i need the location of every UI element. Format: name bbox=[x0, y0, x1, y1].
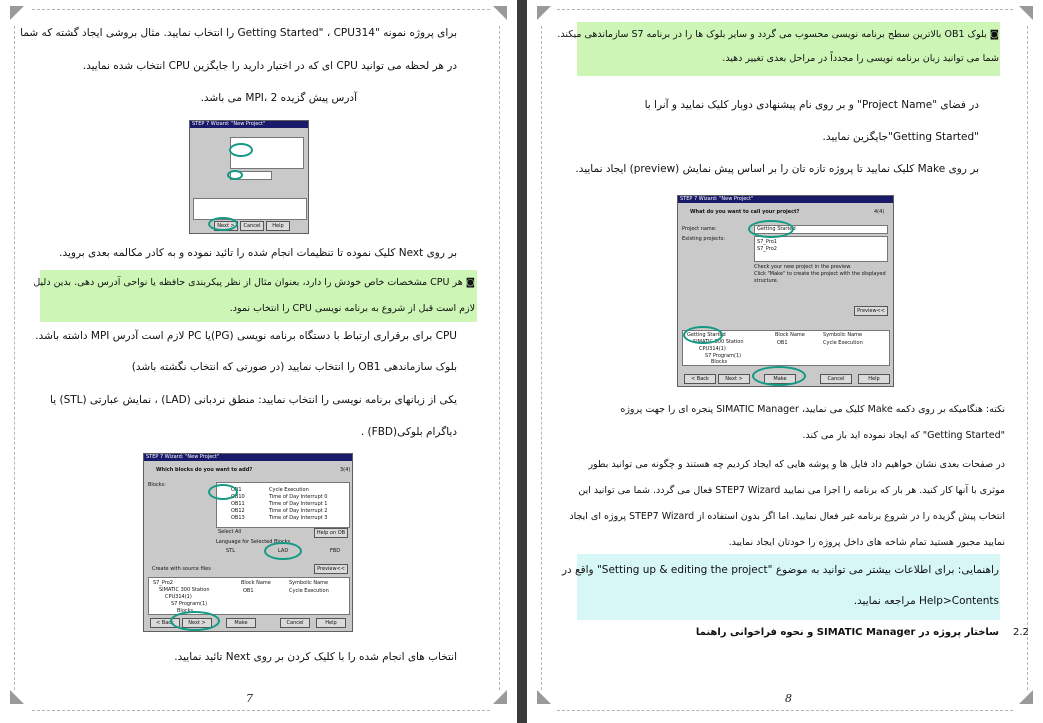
make-button[interactable]: Make bbox=[764, 374, 796, 384]
dialog-titlebar: STEP 7 Wizard: "New Project" bbox=[190, 121, 308, 128]
preview-symbolic: Cycle Execution bbox=[289, 588, 329, 594]
guide-line: راهنمایی: برای اطلاعات بیشتر می توانید به موضوع "Setting up & editing the project" واقع در bbox=[561, 564, 999, 576]
tree-item: S7_Pro2 bbox=[153, 580, 173, 586]
corner-triangle-icon bbox=[1019, 690, 1033, 704]
fbd-radio[interactable]: FBD bbox=[330, 548, 341, 554]
corner-triangle-icon bbox=[10, 690, 24, 704]
bottom-border bbox=[557, 710, 1013, 711]
column-header-symbolic: Symbolic Name bbox=[289, 580, 329, 586]
dialog-question: Which blocks do you want to add? bbox=[156, 467, 253, 473]
symbolic-row: Time of Day Interrupt 1 bbox=[269, 501, 328, 507]
tree-item: Blocks bbox=[711, 359, 728, 365]
page-number: 8 bbox=[785, 692, 792, 705]
existing-projects-list[interactable] bbox=[754, 236, 888, 262]
body-line: انتخاب های انجام شده را با کلیک کردن بر روی Next تائید نمایید. bbox=[174, 651, 457, 663]
column-header-symbolic: Symbolic Name bbox=[823, 332, 863, 338]
next-button[interactable]: Next > bbox=[718, 374, 750, 384]
body-line: بلوک سازماندهی OB1 را انتخاب نمایید (در صورتی که انتخاب نگشته باشد) bbox=[131, 361, 457, 373]
preview-pane bbox=[148, 577, 350, 615]
tree-item: SIMATIC 300 Station bbox=[693, 339, 744, 345]
project-name-dialog-screenshot bbox=[677, 195, 894, 387]
corner-triangle-icon bbox=[493, 6, 507, 20]
dialog-step: 4(4) bbox=[874, 209, 885, 215]
preview-symbolic: Cycle Execution bbox=[823, 340, 863, 346]
tree-item: S7 Program(1) bbox=[171, 601, 208, 607]
block-row: OB13 bbox=[231, 515, 245, 521]
section-number: 2.2 bbox=[1013, 627, 1029, 638]
corner-triangle-icon bbox=[1019, 6, 1033, 20]
preview-button[interactable]: Preview<< bbox=[854, 306, 888, 316]
highlight-ring bbox=[748, 220, 794, 238]
existing-projects-label: Existing projects: bbox=[682, 236, 726, 242]
body-line: در فضای "Project Name" و بر روی نام پیشنهادی دوبار کلیک نمایید و آنرا با bbox=[644, 99, 979, 111]
next-button[interactable]: Next > bbox=[182, 618, 212, 628]
body-line: در هر لحظه می توانید CPU ای که در اختیار دارید را جایگزین CPU انتخاب شده نمایید. bbox=[82, 60, 457, 72]
block-row: OB10 bbox=[231, 494, 245, 500]
top-border bbox=[32, 9, 490, 10]
dialog-step: 3(4) bbox=[340, 467, 351, 473]
existing-project: S7_Pro1 bbox=[757, 239, 777, 245]
existing-project: S7_Pro2 bbox=[757, 246, 777, 252]
note-line: لازم است قبل از شروع به برنامه نویسی CPU را انتخاب نمود. bbox=[229, 303, 475, 314]
cancel-button[interactable]: Cancel bbox=[240, 221, 264, 231]
corner-triangle-icon bbox=[493, 690, 507, 704]
preview-block: OB1 bbox=[243, 588, 254, 594]
dialog-titlebar: STEP 7 Wizard: "New Project" bbox=[144, 454, 352, 461]
top-border bbox=[557, 9, 1013, 10]
tree-item: CPU314(1) bbox=[165, 594, 192, 600]
body-line: موثری با آنها کار کنید. هر بار که برنامه را اجرا می نمایید STEP7 Wizard فعال می گردد. شما می توانید این bbox=[578, 485, 1005, 496]
tree-item: S7 Program(1) bbox=[705, 353, 742, 359]
corner-triangle-icon bbox=[537, 690, 551, 704]
check-text: Check your new project in the preview. bbox=[754, 264, 852, 270]
body-line: آدرس پیش گزیده MPI، 2 می باشد. bbox=[200, 92, 357, 104]
highlight-ring bbox=[264, 542, 302, 560]
help-button[interactable]: Help bbox=[316, 618, 346, 628]
right-border bbox=[1027, 26, 1028, 690]
dialog-question: What do you want to call your project? bbox=[690, 209, 800, 215]
left-border bbox=[14, 26, 15, 690]
note-line: ◙ بلوک OB1 بالاترین سطح برنامه نویسی محسوب می گردد و سایر بلوک ها را در برنامه S7 سازماندهی میکند. bbox=[557, 29, 999, 40]
cpu-dialog-screenshot bbox=[189, 120, 309, 234]
column-header-block: Block Name bbox=[775, 332, 805, 338]
body-line: انتخاب پیش گزیده را در شروع برنامه غیر فعال نمایید. اما اگر بدون استفاده از STEP7 Wizard پروژه ای ایجاد bbox=[569, 511, 1005, 522]
language-label: Language for Selected Blocks bbox=[216, 539, 291, 545]
corner-triangle-icon bbox=[10, 6, 24, 20]
note-line: ◙ هر CPU مشخصات خاص خودش را دارد، بعنوان مثال از نظر پیکربندی حافظه یا نواحی آدرس دهی. بدین دلیل bbox=[33, 277, 475, 288]
select-all-checkbox[interactable]: Select All bbox=[218, 529, 242, 535]
lad-radio[interactable]: LAD bbox=[278, 548, 289, 554]
back-button[interactable]: < Back bbox=[684, 374, 716, 384]
highlight-ring bbox=[208, 217, 238, 231]
back-button[interactable]: < Back bbox=[150, 618, 180, 628]
body-line: بر روی Next کلیک نموده تا تنظیمات انجام شده را تائید نموده و به کادر مکالمه بعدی بروید. bbox=[59, 247, 457, 259]
left-border bbox=[541, 26, 542, 690]
block-row: OB1 bbox=[231, 487, 242, 493]
tree-item: Blocks bbox=[177, 608, 194, 614]
page-gutter bbox=[517, 0, 527, 723]
body-line: یکی از زبانهای برنامه نویسی را انتخاب نمایید: منطق نردبانی (LAD) ، نمایش عبارتی (STL) یا bbox=[50, 394, 457, 406]
make-button[interactable]: Make bbox=[226, 618, 256, 628]
cancel-button[interactable]: Cancel bbox=[820, 374, 852, 384]
help-button[interactable]: Help bbox=[266, 221, 290, 231]
body-line: بر روی Make کلیک نمایید تا پروژه تازه تان را بر اساس پیش نمایش (preview) ایجاد نمایید. bbox=[575, 163, 979, 175]
bottom-border bbox=[32, 710, 490, 711]
project-name-label: Project name: bbox=[682, 226, 717, 232]
create-source-checkbox[interactable]: Create with source files bbox=[152, 566, 211, 572]
preview-box bbox=[193, 198, 307, 220]
body-line: دیاگرام بلوکی(FBD) . bbox=[360, 426, 457, 438]
cancel-button[interactable]: Cancel bbox=[280, 618, 310, 628]
highlight-ring bbox=[208, 484, 238, 500]
check-text: structure. bbox=[754, 278, 779, 284]
body-line: "Getting Started"جایگزین نمایید. bbox=[822, 131, 979, 143]
page-number: 7 bbox=[246, 692, 253, 705]
column-header-block: Block Name bbox=[241, 580, 271, 586]
note-line: شما می توانید زبان برنامه نویسی را مجدداً در مراحل بعدی تغییر دهید. bbox=[722, 53, 999, 64]
tree-item: CPU314(1) bbox=[699, 346, 726, 352]
stl-radio[interactable]: STL bbox=[226, 548, 236, 554]
tree-item: Getting Started bbox=[687, 332, 726, 338]
symbolic-row: Time of Day Interrupt 0 bbox=[269, 494, 328, 500]
right-border bbox=[499, 26, 500, 690]
left-page bbox=[0, 0, 517, 723]
section-title: ساختار پروژه در SIMATIC Manager و نحوه فراخوانی راهنما bbox=[695, 627, 999, 638]
help-on-ob-button[interactable]: Help on OB bbox=[314, 528, 348, 538]
block-row: OB12 bbox=[231, 508, 245, 514]
preview-button[interactable]: Preview<< bbox=[314, 564, 348, 574]
body-line: CPU برای برقراری ارتباط با دستگاه برنامه نویسی (PG)یا PC لازم است آدرس MPI داشته باشد. bbox=[35, 330, 457, 342]
body-line: در صفحات بعدی نشان خواهیم داد فایل ها و پوشه هایی که ایجاد کردیم چه هستند و چگونه می توانید بطور bbox=[588, 459, 1005, 470]
tree-item: SIMATIC 300 Station bbox=[159, 587, 210, 593]
help-button[interactable]: Help bbox=[858, 374, 890, 384]
symbolic-row: Time of Day Interrupt 3 bbox=[269, 515, 328, 521]
body-line: "Getting Started" که ایجاد نموده اید باز می کند. bbox=[802, 430, 1005, 441]
highlight-ring bbox=[683, 326, 723, 344]
body-line: نکته: هنگامیکه بر روی دکمه Make کلیک می نمایید، SIMATIC Manager پنجره ای را جهت پروژه bbox=[620, 404, 1005, 415]
block-row: OB11 bbox=[231, 501, 245, 507]
blocks-label: Blocks: bbox=[148, 482, 166, 488]
next-button[interactable]: Next > bbox=[214, 221, 238, 231]
body-line: نمایید مجبور هستید تمام شاخه های داخل پروژه را خودتان ایجاد نمایید. bbox=[728, 537, 1005, 548]
highlight-ring bbox=[752, 366, 806, 386]
corner-triangle-icon bbox=[537, 6, 551, 20]
project-name-value: Getting Started bbox=[757, 226, 796, 232]
dialog-titlebar: STEP 7 Wizard: "New Project" bbox=[678, 196, 893, 203]
symbolic-row: Cycle Execution bbox=[269, 487, 309, 493]
highlight-ring bbox=[170, 611, 220, 631]
guide-line: Help>Contents مراجعه نمایید. bbox=[853, 595, 999, 607]
preview-block: OB1 bbox=[777, 340, 788, 346]
highlight-ring bbox=[229, 143, 253, 157]
right-page bbox=[527, 0, 1043, 723]
body-line: برای پروژه نمونه "Getting Started" ، CPU314 را انتخاب نمایید. مثال بروشی ایجاد گشته که شما bbox=[20, 27, 457, 39]
symbolic-row: Time of Day Interrupt 2 bbox=[269, 508, 328, 514]
blocks-dialog-screenshot bbox=[143, 453, 353, 632]
highlight-ring bbox=[227, 170, 243, 180]
check-text: Click "Make" to create the project with the displayed bbox=[754, 271, 886, 277]
